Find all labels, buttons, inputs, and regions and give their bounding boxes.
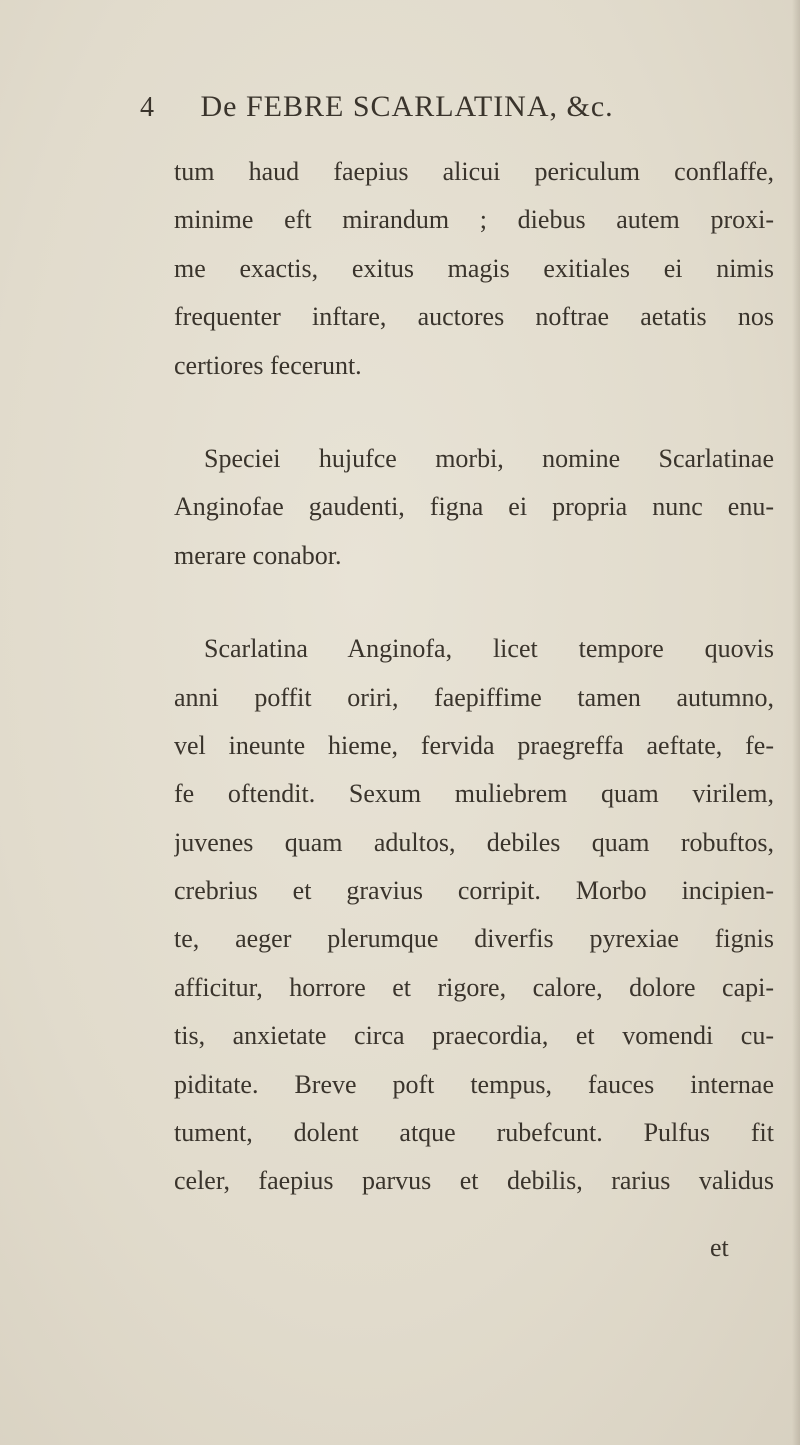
catchword: et bbox=[710, 1233, 729, 1262]
text-line: me exactis, exitus magis exitiales ei nimis bbox=[174, 253, 774, 283]
paragraph-gap bbox=[174, 390, 774, 435]
paragraph bbox=[174, 625, 774, 1206]
text-line: tum haud faepius alicui periculum conflaffe, bbox=[174, 157, 774, 186]
text-line: crebrius et gravius corripit. Morbo incipien- bbox=[174, 876, 774, 906]
paragraph-gap bbox=[174, 580, 774, 625]
text-line: afficitur, horrore et rigore, calore, dolore capi- bbox=[174, 972, 774, 1002]
text-line: anni poffit oriri, faepiffime tamen autumno, bbox=[174, 682, 774, 712]
running-head bbox=[140, 82, 760, 132]
text-line: Speciei hujufce morbi, nomine Scarlatinae bbox=[204, 443, 774, 473]
text-line: piditate. Breve poft tempus, fauces internae bbox=[174, 1069, 774, 1099]
text-line: vel ineunte hieme, fervida praegreffa aeftate, fe- bbox=[174, 730, 774, 760]
text-line: juvenes quam adultos, debiles quam robuftos, bbox=[174, 827, 774, 857]
text-line: tument, dolent atque rubefcunt. Pulfus fit bbox=[174, 1118, 774, 1148]
text-line: fe oftendit. Sexum muliebrem quam virilem, bbox=[174, 779, 774, 809]
text-line: Scarlatina Anginofa, licet tempore quovis bbox=[204, 634, 774, 664]
text-line: frequenter inftare, auctores noftrae aetatis nos bbox=[174, 302, 774, 332]
body-text bbox=[174, 148, 774, 1206]
page-number: 4 bbox=[140, 92, 155, 123]
text-line: te, aeger plerumque diverfis pyrexiae fignis bbox=[174, 924, 774, 954]
text-line: celer, faepius parvus et debilis, rarius validus bbox=[174, 1166, 774, 1196]
page-edge-shadow bbox=[792, 0, 800, 1445]
paragraph bbox=[174, 148, 774, 390]
text-line: merare conabor. bbox=[174, 540, 342, 570]
text-line: Anginofae gaudenti, figna ei propria nunc enu- bbox=[174, 492, 774, 522]
running-title: De FEBRE SCARLATINA, &c. bbox=[200, 90, 614, 123]
text-line: minime eft mirandum ; diebus autem proxi- bbox=[174, 205, 774, 235]
text-line: certiores fecerunt. bbox=[174, 350, 362, 380]
paragraph bbox=[174, 435, 774, 580]
text-line: tis, anxietate circa praecordia, et vomendi cu- bbox=[174, 1021, 774, 1051]
